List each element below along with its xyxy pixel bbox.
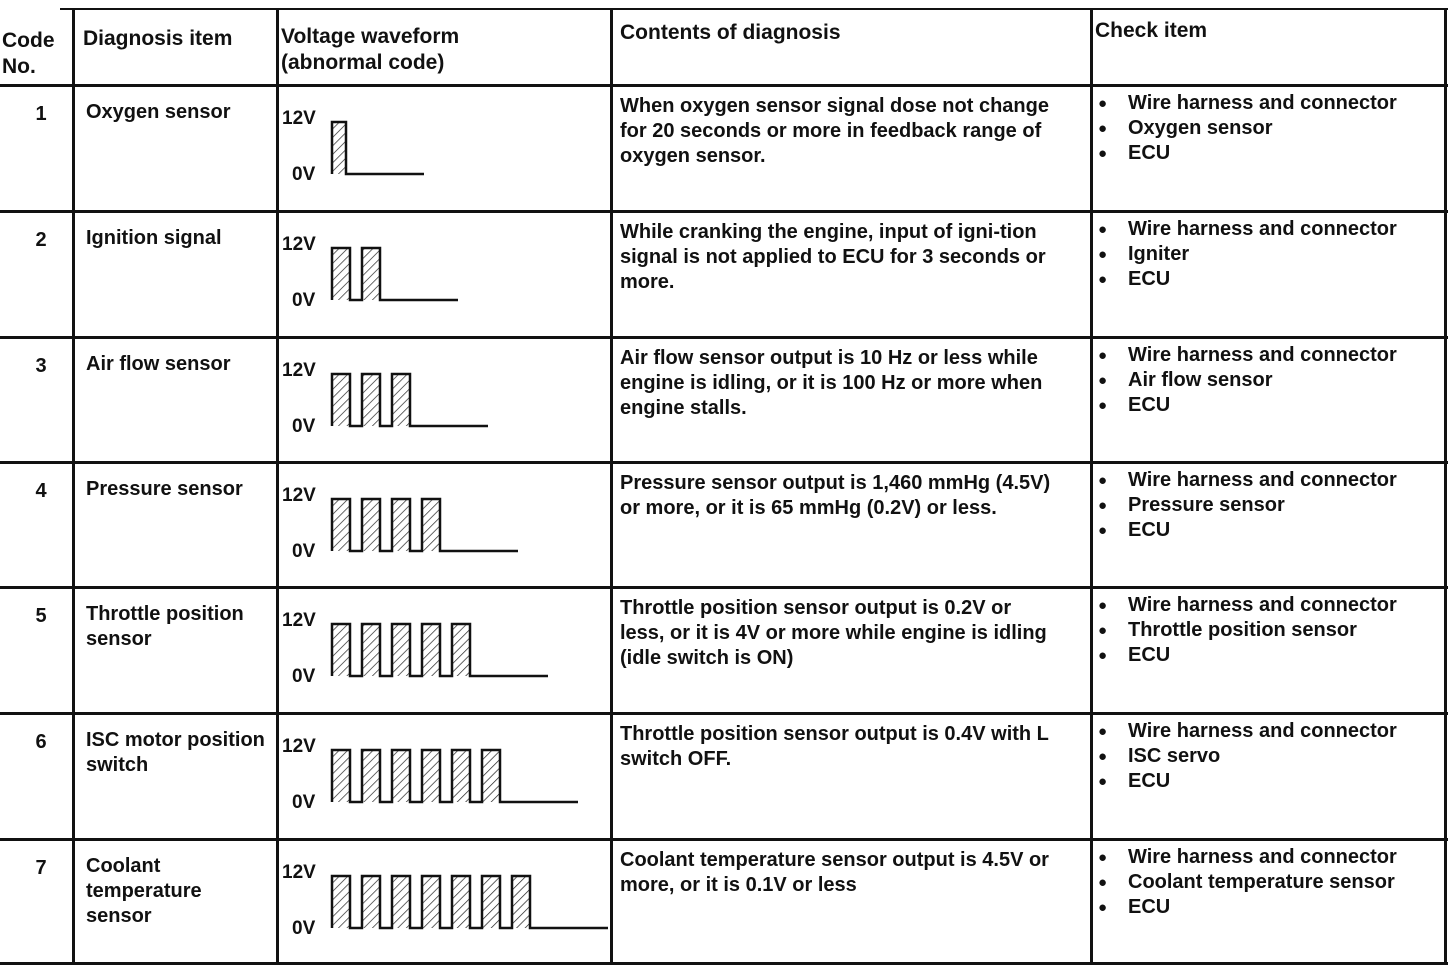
header-check-item: Check item (1095, 19, 1208, 42)
diagnosis-item: ISC motor position switch (86, 729, 265, 776)
diagnosis-item: Coolant temperature sensor (86, 855, 202, 927)
voltage-waveform (328, 116, 648, 196)
waveform-pulse (332, 374, 350, 426)
check-item: ● Throttle position sensor (1096, 618, 1436, 643)
waveform-pulse (362, 248, 380, 300)
waveform-pulse (332, 750, 350, 802)
check-item: ● ECU (1096, 643, 1436, 668)
code-number: 7 (35, 857, 47, 879)
code-number: 3 (35, 355, 47, 377)
waveform-pulse (482, 750, 500, 802)
waveform-pulse (422, 876, 440, 928)
row-divider (0, 838, 1448, 841)
diagnosis-contents: Throttle position sensor output is 0.2V or less, or it is 4V or more while engine is idling (idle switch is ON) (620, 597, 1047, 669)
check-item-list (1096, 593, 1436, 668)
check-item: ● Wire harness and connector (1096, 468, 1436, 493)
check-item: ● ECU (1096, 895, 1436, 920)
check-item: ● Wire harness and connector (1096, 845, 1436, 870)
waveform-pulse (512, 876, 530, 928)
voltage-low-label: 0V (292, 918, 316, 939)
waveform-pulse (482, 876, 500, 928)
header-code: Code No. (2, 29, 55, 78)
column-divider (1090, 8, 1093, 964)
check-item: ● Coolant temperature sensor (1096, 870, 1436, 895)
waveform-pulse (362, 374, 380, 426)
diagnosis-contents: Air flow sensor output is 10 Hz or less while engine is idling, or it is 100 Hz or more when engine stalls. (620, 347, 1043, 419)
voltage-waveform (328, 368, 648, 448)
check-item: ● Wire harness and connector (1096, 593, 1436, 618)
check-item-list (1096, 343, 1436, 418)
waveform-pulse (362, 499, 380, 551)
check-item: ● Pressure sensor (1096, 493, 1436, 518)
diagnosis-contents: Throttle position sensor output is 0.4V with L switch OFF. (620, 723, 1049, 770)
voltage-low-label: 0V (292, 164, 316, 185)
check-item: ● ECU (1096, 769, 1436, 794)
waveform-line (332, 122, 424, 174)
row-divider (0, 336, 1448, 339)
check-item: ● Wire harness and connector (1096, 343, 1436, 368)
diagnosis-item: Ignition signal (86, 227, 222, 249)
voltage-high-label: 12V (282, 360, 316, 381)
check-item: ● ECU (1096, 393, 1436, 418)
diagnosis-item: Pressure sensor (86, 478, 243, 500)
row-divider (0, 962, 1448, 965)
waveform-pulse (452, 876, 470, 928)
voltage-waveform (328, 618, 648, 698)
row-divider (0, 84, 1448, 87)
diagnosis-contents: While cranking the engine, input of igni-tion signal is not applied to ECU for 3 seconds or more. (620, 221, 1046, 293)
voltage-waveform (328, 744, 648, 824)
voltage-high-label: 12V (282, 862, 316, 883)
header-diagnosis-item: Diagnosis item (83, 27, 233, 50)
check-item: ● ECU (1096, 141, 1436, 166)
waveform-line (332, 248, 458, 300)
check-item: ● ECU (1096, 518, 1436, 543)
waveform-pulse (362, 750, 380, 802)
diagnosis-item: Oxygen sensor (86, 101, 231, 123)
diagnosis-item: Air flow sensor (86, 353, 231, 375)
voltage-low-label: 0V (292, 541, 316, 562)
check-item: ● Air flow sensor (1096, 368, 1436, 393)
voltage-low-label: 0V (292, 290, 316, 311)
diagnosis-contents: Coolant temperature sensor output is 4.5V or more, or it is 0.1V or less (620, 849, 1049, 896)
waveform-pulse (332, 248, 350, 300)
check-item: ● ISC servo (1096, 744, 1436, 769)
waveform-pulse (452, 750, 470, 802)
column-divider (1444, 8, 1447, 964)
waveform-pulse (392, 750, 410, 802)
check-item: ● Wire harness and connector (1096, 91, 1436, 116)
diagnosis-contents: Pressure sensor output is 1,460 mmHg (4.5V) or more, or it is 65 mmHg (0.2V) or less. (620, 472, 1051, 519)
diagnosis-item: Throttle position sensor (86, 603, 244, 650)
header-voltage-waveform: Voltage waveform (abnormal code) (281, 25, 460, 74)
waveform-pulse (392, 499, 410, 551)
check-item-list (1096, 845, 1436, 920)
waveform-line (332, 374, 488, 426)
voltage-waveform (328, 870, 648, 950)
voltage-low-label: 0V (292, 666, 316, 687)
check-item: ● Oxygen sensor (1096, 116, 1436, 141)
waveform-pulse (332, 122, 346, 174)
waveform-pulse (332, 499, 350, 551)
code-number: 6 (35, 731, 47, 753)
check-item: ● Wire harness and connector (1096, 719, 1436, 744)
waveform-pulse (452, 624, 470, 676)
code-number: 1 (35, 103, 47, 125)
check-item: ● ECU (1096, 267, 1436, 292)
waveform-pulse (362, 876, 380, 928)
waveform-pulse (392, 876, 410, 928)
diagnosis-contents: When oxygen sensor signal dose not change for 20 seconds or more in feedback range of oxygen sensor. (620, 95, 1049, 167)
voltage-high-label: 12V (282, 234, 316, 255)
waveform-pulse (392, 374, 410, 426)
check-item-list (1096, 468, 1436, 543)
check-item: ● Igniter (1096, 242, 1436, 267)
code-number: 2 (35, 229, 47, 251)
code-number: 4 (35, 480, 47, 502)
check-item-list (1096, 217, 1436, 292)
row-divider (0, 712, 1448, 715)
check-item: ● Wire harness and connector (1096, 217, 1436, 242)
waveform-pulse (332, 624, 350, 676)
row-divider (0, 586, 1448, 589)
waveform-pulse (392, 624, 410, 676)
voltage-waveform (328, 493, 648, 573)
voltage-low-label: 0V (292, 416, 316, 437)
waveform-pulse (332, 876, 350, 928)
voltage-high-label: 12V (282, 610, 316, 631)
code-number: 5 (35, 605, 47, 627)
voltage-high-label: 12V (282, 108, 316, 129)
header-contents-of-diagnosis: Contents of diagnosis (620, 21, 841, 44)
waveform-pulse (422, 624, 440, 676)
check-item-list (1096, 91, 1436, 166)
voltage-waveform (328, 242, 648, 322)
column-divider (276, 8, 279, 964)
row-divider (60, 8, 1448, 10)
row-divider (0, 210, 1448, 213)
voltage-high-label: 12V (282, 485, 316, 506)
waveform-pulse (422, 499, 440, 551)
waveform-pulse (362, 624, 380, 676)
check-item-list (1096, 719, 1436, 794)
voltage-low-label: 0V (292, 792, 316, 813)
voltage-high-label: 12V (282, 736, 316, 757)
row-divider (0, 461, 1448, 464)
waveform-pulse (422, 750, 440, 802)
